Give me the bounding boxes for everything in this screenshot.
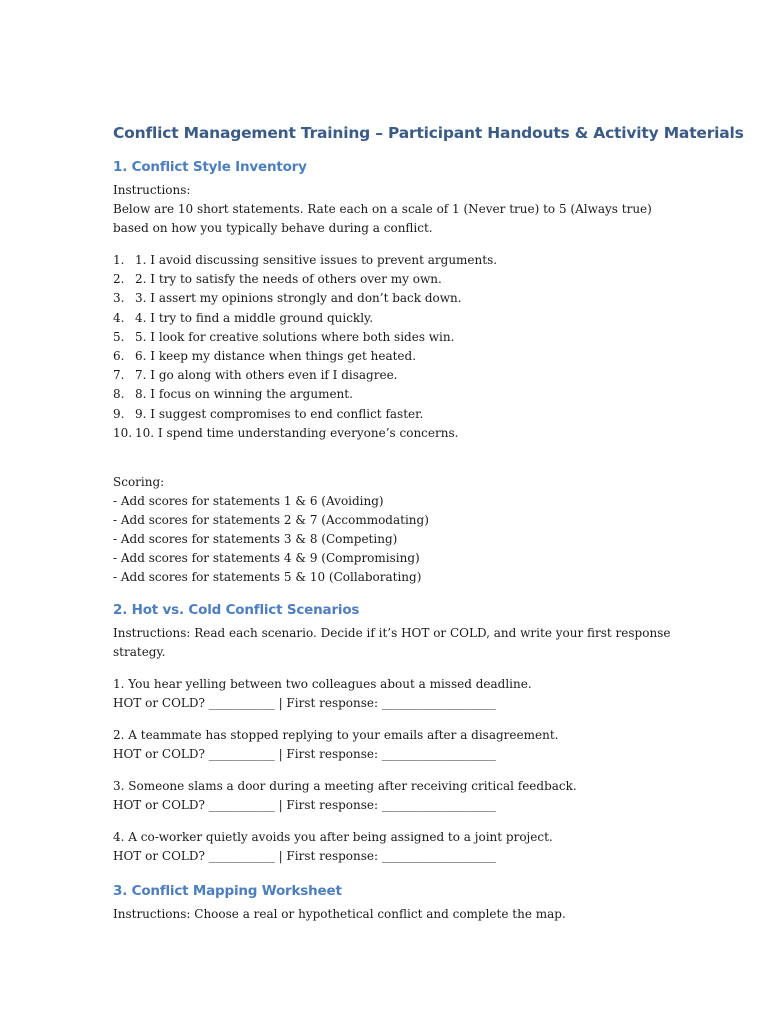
instructions-text: based on how you typically behave during a conflict. — [113, 221, 433, 235]
instructions-label: Instructions: — [113, 183, 191, 197]
scoring-line: - Add scores for statements 3 & 8 (Competing) — [113, 532, 398, 547]
scoring-line: - Add scores for statements 5 & 10 (Collaborating) — [113, 570, 422, 585]
list-item — [113, 270, 673, 289]
scenario-text: 3. Someone slams a door during a meeting after receiving critical feedback. — [113, 779, 577, 794]
instructions-text: Instructions: Read each scenario. Decide if it’s HOT or COLD, and write your first response — [113, 626, 671, 641]
statement-list — [113, 251, 673, 443]
section-heading: 3. Conflict Mapping Worksheet — [113, 883, 342, 900]
list-item — [113, 289, 673, 308]
list-item — [113, 405, 673, 424]
statement-text: 7. I go along with others even if I disagree. — [135, 368, 398, 383]
list-number: 4. — [113, 310, 125, 325]
list-item — [113, 309, 673, 328]
list-number: 6. — [113, 349, 125, 364]
list-number: 1. — [113, 253, 125, 267]
instructions-text: strategy. — [113, 645, 166, 660]
list-number: 3. — [113, 291, 125, 306]
scoring-line: - Add scores for statements 1 & 6 (Avoiding) — [113, 494, 384, 509]
scoring-line: - Add scores for statements 4 & 9 (Compromising) — [113, 551, 420, 566]
instructions-text: Instructions: Choose a real or hypothetical conflict and complete the map. — [113, 907, 566, 922]
list-number: 8. — [113, 387, 125, 402]
scenario-answer-line: HOT or COLD? ___________ | First response: ___________________ — [113, 849, 496, 864]
scoring-label: Scoring: — [113, 475, 165, 490]
scenario-answer-line: HOT or COLD? ___________ | First response: ___________________ — [113, 696, 496, 711]
section-heading: 1. Conflict Style Inventory — [113, 159, 307, 175]
list-item — [113, 347, 673, 366]
statement-text: 10. I spend time understanding everyone’s concerns. — [135, 425, 459, 440]
statement-text: 4. I try to find a middle ground quickly. — [135, 310, 374, 325]
scenario-answer-line: HOT or COLD? ___________ | First response: ___________________ — [113, 747, 496, 762]
scenario-answer-line: HOT or COLD? ___________ | First response: ___________________ — [113, 798, 496, 813]
statement-text: 5. I look for creative solutions where both sides win. — [135, 329, 455, 344]
statement-text: 1. I avoid discussing sensitive issues to prevent arguments. — [135, 253, 498, 267]
list-item — [113, 424, 673, 443]
section-conflict-mapping — [113, 883, 673, 924]
document-page — [113, 124, 744, 924]
statement-text: 2. I try to satisfy the needs of others over my own. — [135, 272, 442, 287]
list-item — [113, 251, 673, 270]
list-number: 9. — [113, 406, 125, 421]
list-item — [113, 328, 673, 347]
section-conflict-style-inventory — [113, 159, 673, 587]
instructions-text: Below are 10 short statements. Rate each on a scale of 1 (Never true) to 5 (Always true) — [113, 202, 652, 216]
list-item — [113, 385, 673, 404]
scenario-text: 4. A co-worker quietly avoids you after being assigned to a joint project. — [113, 830, 553, 845]
scenario-text: 1. You hear yelling between two colleagues about a missed deadline. — [113, 677, 532, 692]
statement-text: 8. I focus on winning the argument. — [135, 387, 353, 402]
list-number: 10. — [113, 425, 133, 440]
scoring-line: - Add scores for statements 2 & 7 (Accommodating) — [113, 513, 429, 528]
document-title: Conflict Management Training – Participant Handouts & Activity Materials — [113, 124, 744, 142]
statement-text: 6. I keep my distance when things get heated. — [135, 349, 417, 364]
section-heading: 2. Hot vs. Cold Conflict Scenarios — [113, 602, 360, 619]
scenario-text: 2. A teammate has stopped replying to your emails after a disagreement. — [113, 728, 559, 743]
list-number: 2. — [113, 272, 125, 287]
list-number: 7. — [113, 368, 125, 383]
list-item — [113, 366, 673, 385]
statement-text: 3. I assert my opinions strongly and don’t back down. — [135, 291, 462, 306]
statement-text: 9. I suggest compromises to end conflict faster. — [135, 406, 424, 421]
section-hot-cold-scenarios — [113, 602, 673, 866]
list-number: 5. — [113, 329, 125, 344]
